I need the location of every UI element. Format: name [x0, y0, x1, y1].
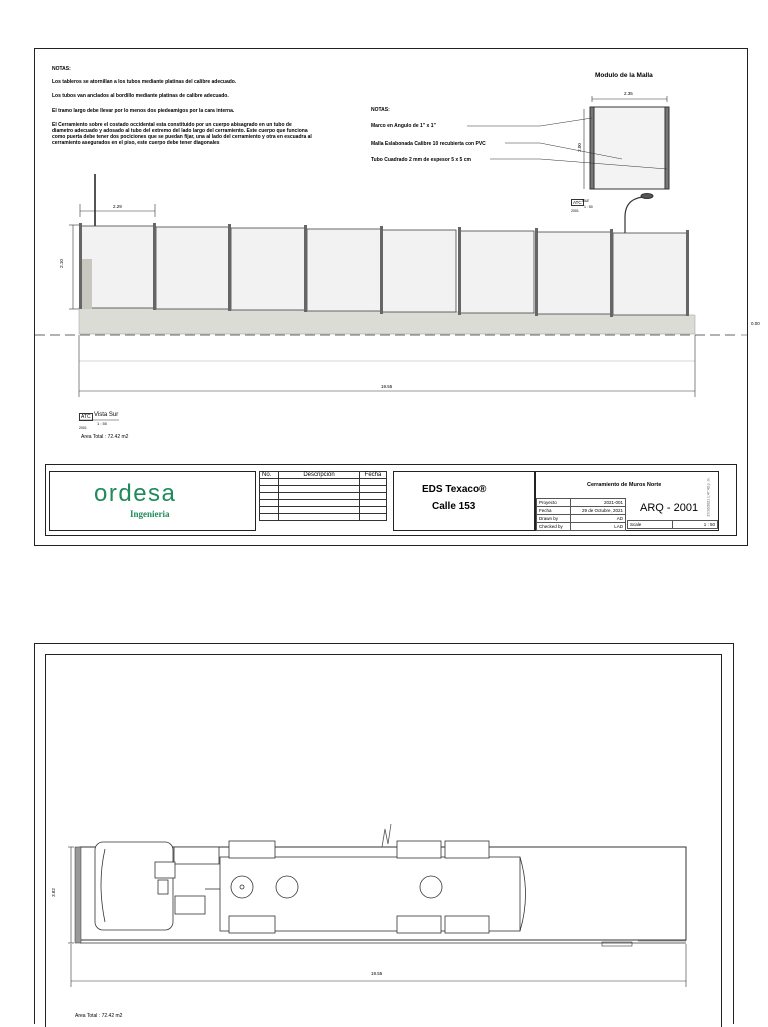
fence-height-dimension: 2.10: [58, 259, 64, 268]
truck-plan: [95, 841, 526, 933]
project-meta-table: [536, 498, 626, 531]
proyecto-label: Proyecto: [537, 499, 571, 507]
total-length-dimension: 19.55: [381, 384, 393, 389]
drawn-by-value: AD: [571, 515, 626, 523]
logo-box: [49, 471, 256, 531]
module-note-3: Tubo Cuadrado 2 mm de espesor 5 x 5 cm: [371, 157, 471, 163]
scale-value: 1 : 50: [673, 521, 718, 529]
scale-label: Scale: [628, 521, 673, 529]
fence-panels: [81, 226, 687, 315]
print-stamp: 27/10/2021 1:47:43 p. m.: [706, 477, 711, 517]
view-code: ATC: [81, 414, 91, 420]
drawing-title: Cerramiento de Muros Norte: [587, 482, 662, 488]
module-notes-title: NOTAS:: [371, 107, 390, 113]
module-note-1: Marco en Angulo de 1" x 1": [371, 123, 436, 129]
module-title: Modulo de la Malla: [595, 72, 653, 79]
panel-width-dimension: 2.29: [113, 204, 122, 209]
notes-title: NOTAS:: [52, 66, 71, 72]
module-height-dimension: 2.00: [576, 143, 582, 152]
company-logo-subtext: Ingenieria: [130, 509, 170, 519]
callout-sur-code: ATC: [573, 200, 582, 205]
module-note-2: Malla Eslabonada Calibre 10 recubierta con PVC: [371, 141, 486, 147]
company-logo-text: ordesa: [94, 480, 177, 507]
rev-header-date: Fecha: [360, 472, 387, 479]
revision-table: [259, 471, 387, 521]
note-3: El tramo largo debe llevar por lo menos dos piedeamigos por la cara interna.: [52, 107, 235, 114]
checked-by-value: LAD: [571, 523, 626, 531]
callout-sur-sheet: 2001: [571, 209, 579, 213]
callout-sur-scale: 1 : 50: [584, 205, 593, 209]
drawn-by-label: Drawn by: [537, 515, 571, 523]
fecha-label: Fecha: [537, 507, 571, 515]
rev-header-description: Descripción: [279, 472, 360, 479]
rev-header-no: No.: [260, 472, 279, 479]
module-width-dimension: 2.35: [624, 91, 633, 96]
drawing-sheet-1: [34, 48, 760, 546]
drawing-sheet-2: [34, 643, 734, 1024]
area-total-label-plan: Area Total : 72.42 m2: [75, 1013, 123, 1019]
scale-table: [627, 520, 718, 529]
sheet-number: ARQ - 2001: [640, 502, 699, 514]
client-name: EDS Texaco®: [422, 484, 487, 495]
drawing-info-box: [535, 471, 719, 531]
mesh-module-detail: [467, 96, 669, 189]
level-label: 0.00: [751, 321, 760, 326]
fecha-value: 29 de Octubre, 2021: [571, 507, 626, 515]
total-length-dimension-plan: 19.55: [371, 971, 383, 976]
view-scale: 1 : 50: [97, 421, 108, 426]
client-box: [393, 471, 535, 531]
checked-by-label: Checked by: [537, 523, 571, 531]
proyecto-value: 2021-001: [571, 499, 626, 507]
note-2: Los tubos van anclados al bordillo mediante platinas de calibre adecuado.: [52, 93, 229, 100]
view-label: Vista Sur: [94, 412, 119, 418]
client-location: Calle 153: [432, 501, 476, 512]
note-1: Los tableros se atornillan a los tubos mediante platinas del calibre adecuado.: [52, 79, 237, 86]
site-plan-drawing: [35, 644, 733, 1024]
callout-sur-label: Sur: [582, 198, 590, 203]
area-total-label: Area Total : 72.42 m2: [81, 434, 129, 440]
view-sheet: 2001: [79, 426, 87, 430]
depth-dimension: 3.82: [50, 888, 56, 897]
hatched-wall: [75, 847, 81, 943]
note-4: El Cerramiento sobre el costado occidental esta constituido por un cuerpo abisagrado en un tubo de diametro adecuado y adosado al tubo del extremo del lado largo del cerramiento. Este cuerpo que funciona como puerta debe tener dos pociciones que se puedan fijar, una al lado del cerramiento y otra en escuadra al cerramiento asegurados en el piso, este cuerpo debe tener diagonales: [52, 121, 312, 147]
fence-elevation-drawing: [35, 49, 747, 469]
